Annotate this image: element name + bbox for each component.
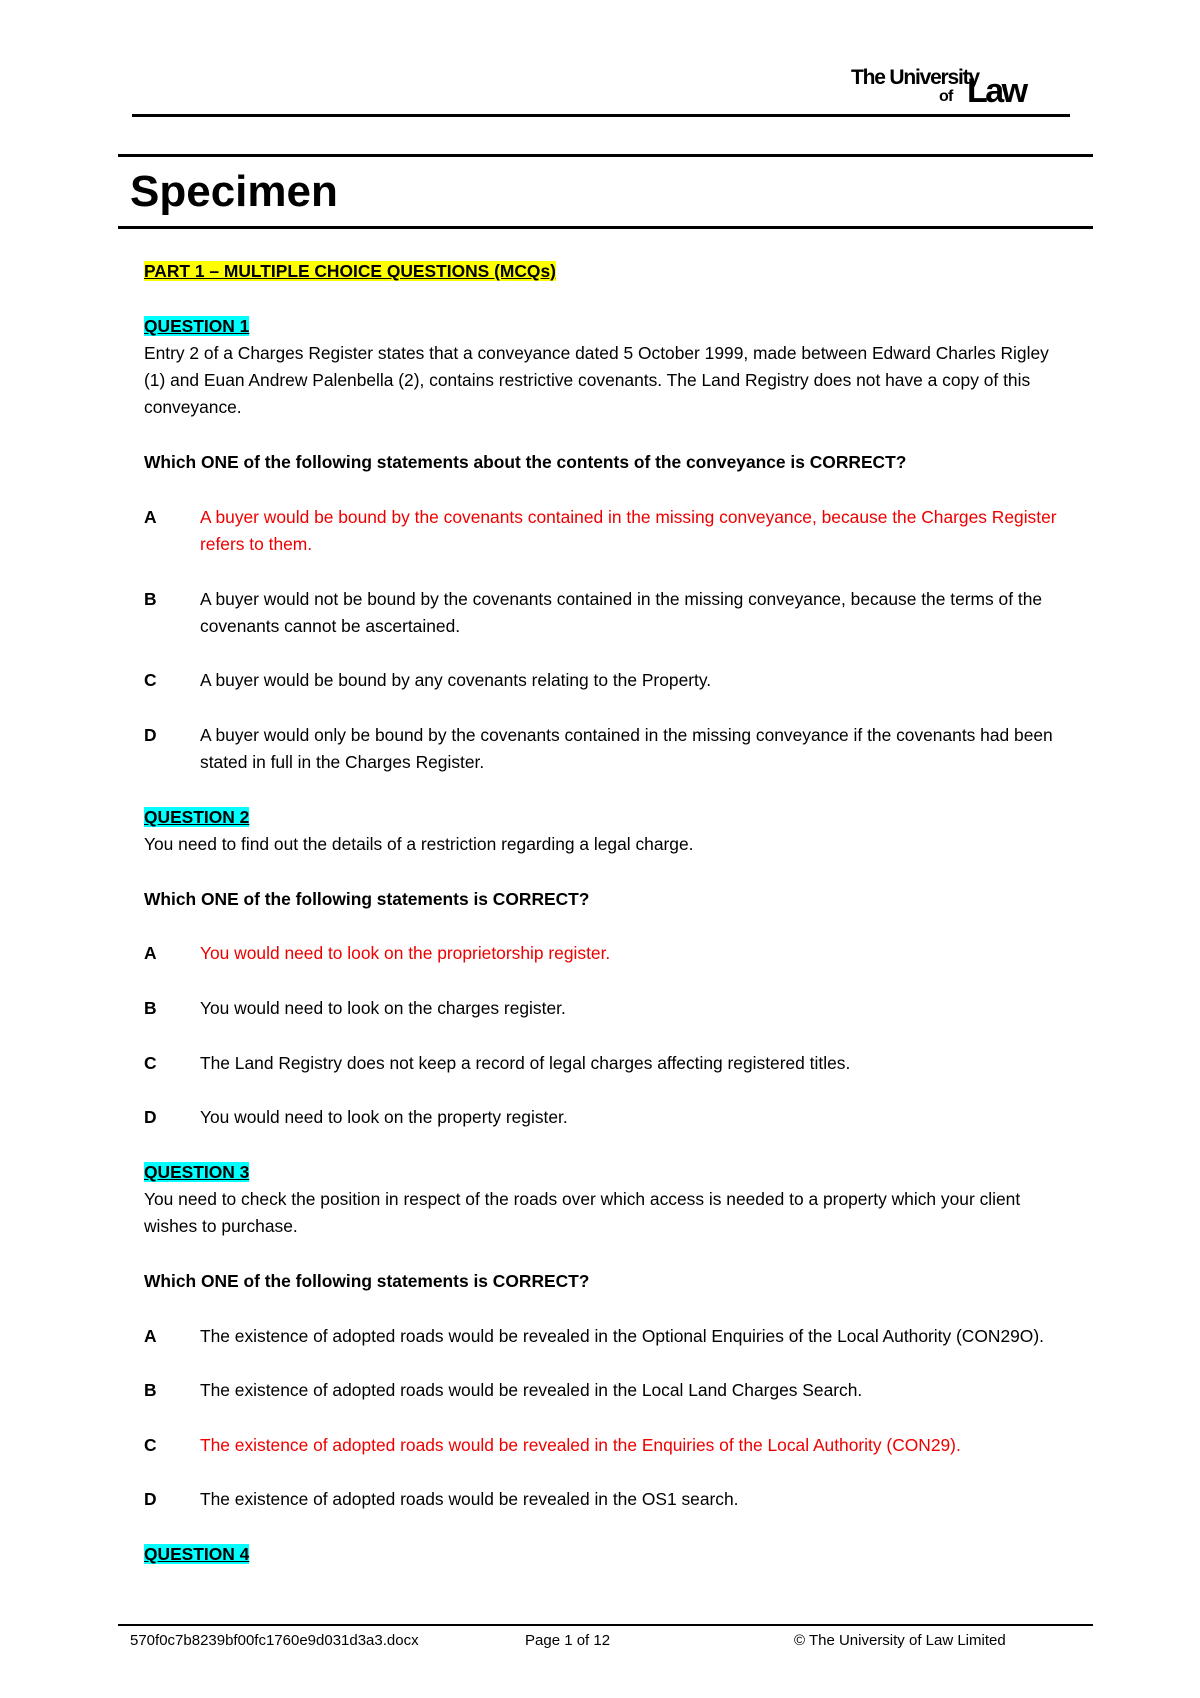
- logo-line-2: of: [939, 88, 953, 105]
- option-letter: B: [144, 588, 157, 609]
- question-intro: You need to find out the details of a restriction regarding a legal charge.: [144, 834, 694, 855]
- option-letter: D: [144, 725, 157, 746]
- title-bottom-rule: [118, 226, 1093, 229]
- option-text: A buyer would only be bound by the covenants contained in the missing conveyance if the covenants had been stated in full in the Charges Register.: [200, 725, 1053, 773]
- footer-page-number: Page 1 of 12: [525, 1632, 611, 1649]
- option-b: [144, 586, 1064, 641]
- footer-copyright: © The University of Law Limited: [794, 1632, 1006, 1649]
- option-text: The existence of adopted roads would be revealed in the Local Land Charges Search.: [200, 1380, 863, 1401]
- option-letter: A: [144, 506, 157, 527]
- option-letter: C: [144, 1052, 157, 1073]
- option-text: The Land Registry does not keep a record of legal charges affecting registered titles.: [200, 1052, 851, 1073]
- option-a: [144, 504, 1064, 559]
- logo-line-3: Law: [967, 72, 1026, 110]
- option-text: You would need to look on the proprietorship register.: [200, 943, 611, 964]
- option-d: [144, 1486, 1064, 1513]
- question-stem: Which ONE of the following statements is CORRECT?: [144, 888, 590, 909]
- option-text: A buyer would be bound by any covenants relating to the Property.: [200, 670, 712, 691]
- option-c: [144, 1050, 1064, 1077]
- option-letter: D: [144, 1107, 157, 1128]
- option-letter: C: [144, 670, 157, 691]
- option-c: [144, 1432, 1064, 1459]
- document-body: [144, 258, 1064, 1568]
- title-top-rule: [118, 154, 1093, 157]
- question-stem: Which ONE of the following statements about the contents of the conveyance is CORRECT?: [144, 452, 907, 473]
- question-3: [144, 1159, 1064, 1541]
- question-stem: Which ONE of the following statements is CORRECT?: [144, 1270, 590, 1291]
- question-intro: Entry 2 of a Charges Register states that a conveyance dated 5 October 1999, made between Edward Charles Rigley (1) and Euan Andrew Palenbella (2), contains restrictive covenants. The Land Registry does not have a copy of this conveyance.: [144, 342, 1049, 418]
- header-rule: [132, 114, 1070, 117]
- option-text: A buyer would not be bound by the covenants contained in the missing conveyance, because the terms of the covenants cannot be ascertained.: [200, 588, 1043, 636]
- option-letter: A: [144, 943, 157, 964]
- option-d: [144, 722, 1064, 777]
- option-a: [144, 940, 1064, 967]
- option-letter: A: [144, 1325, 157, 1346]
- part-heading: PART 1 – MULTIPLE CHOICE QUESTIONS (MCQs): [144, 261, 556, 281]
- question-intro: You need to check the position in respect of the roads over which access is needed to a property which your client wishes to purchase.: [144, 1189, 1021, 1237]
- option-b: [144, 1377, 1064, 1404]
- option-letter: B: [144, 1380, 157, 1401]
- university-logo: [851, 64, 1061, 110]
- option-letter: B: [144, 998, 157, 1019]
- option-text: A buyer would be bound by the covenants contained in the missing conveyance, because the Charges Register refers to them.: [200, 506, 1057, 554]
- option-c: [144, 667, 1064, 694]
- option-text: You would need to look on the property register.: [200, 1107, 568, 1128]
- option-d: [144, 1104, 1064, 1131]
- footer-filename: 570f0c7b8239bf00fc1760e9d031d3a3.docx: [130, 1632, 419, 1649]
- page-title: Specimen: [130, 167, 338, 216]
- question-label: QUESTION 1: [144, 315, 250, 336]
- option-text: You would need to look on the charges register.: [200, 998, 566, 1019]
- option-text: The existence of adopted roads would be revealed in the Enquiries of the Local Authority (CON29).: [200, 1434, 961, 1455]
- question-label: QUESTION 2: [144, 806, 250, 827]
- question-1: [144, 313, 1064, 804]
- option-letter: D: [144, 1489, 157, 1510]
- logo-line-1: The University: [851, 66, 979, 89]
- footer-rule: [118, 1624, 1093, 1626]
- option-text: The existence of adopted roads would be revealed in the Optional Enquiries of the Local Authority (CON29O).: [200, 1325, 1044, 1346]
- option-a: [144, 1323, 1064, 1350]
- option-b: [144, 995, 1064, 1022]
- question-2: [144, 804, 1064, 1159]
- option-text: The existence of adopted roads would be revealed in the OS1 search.: [200, 1489, 739, 1510]
- question-label: QUESTION 3: [144, 1161, 250, 1182]
- option-letter: C: [144, 1434, 157, 1455]
- question-label-next: QUESTION 4: [144, 1543, 250, 1564]
